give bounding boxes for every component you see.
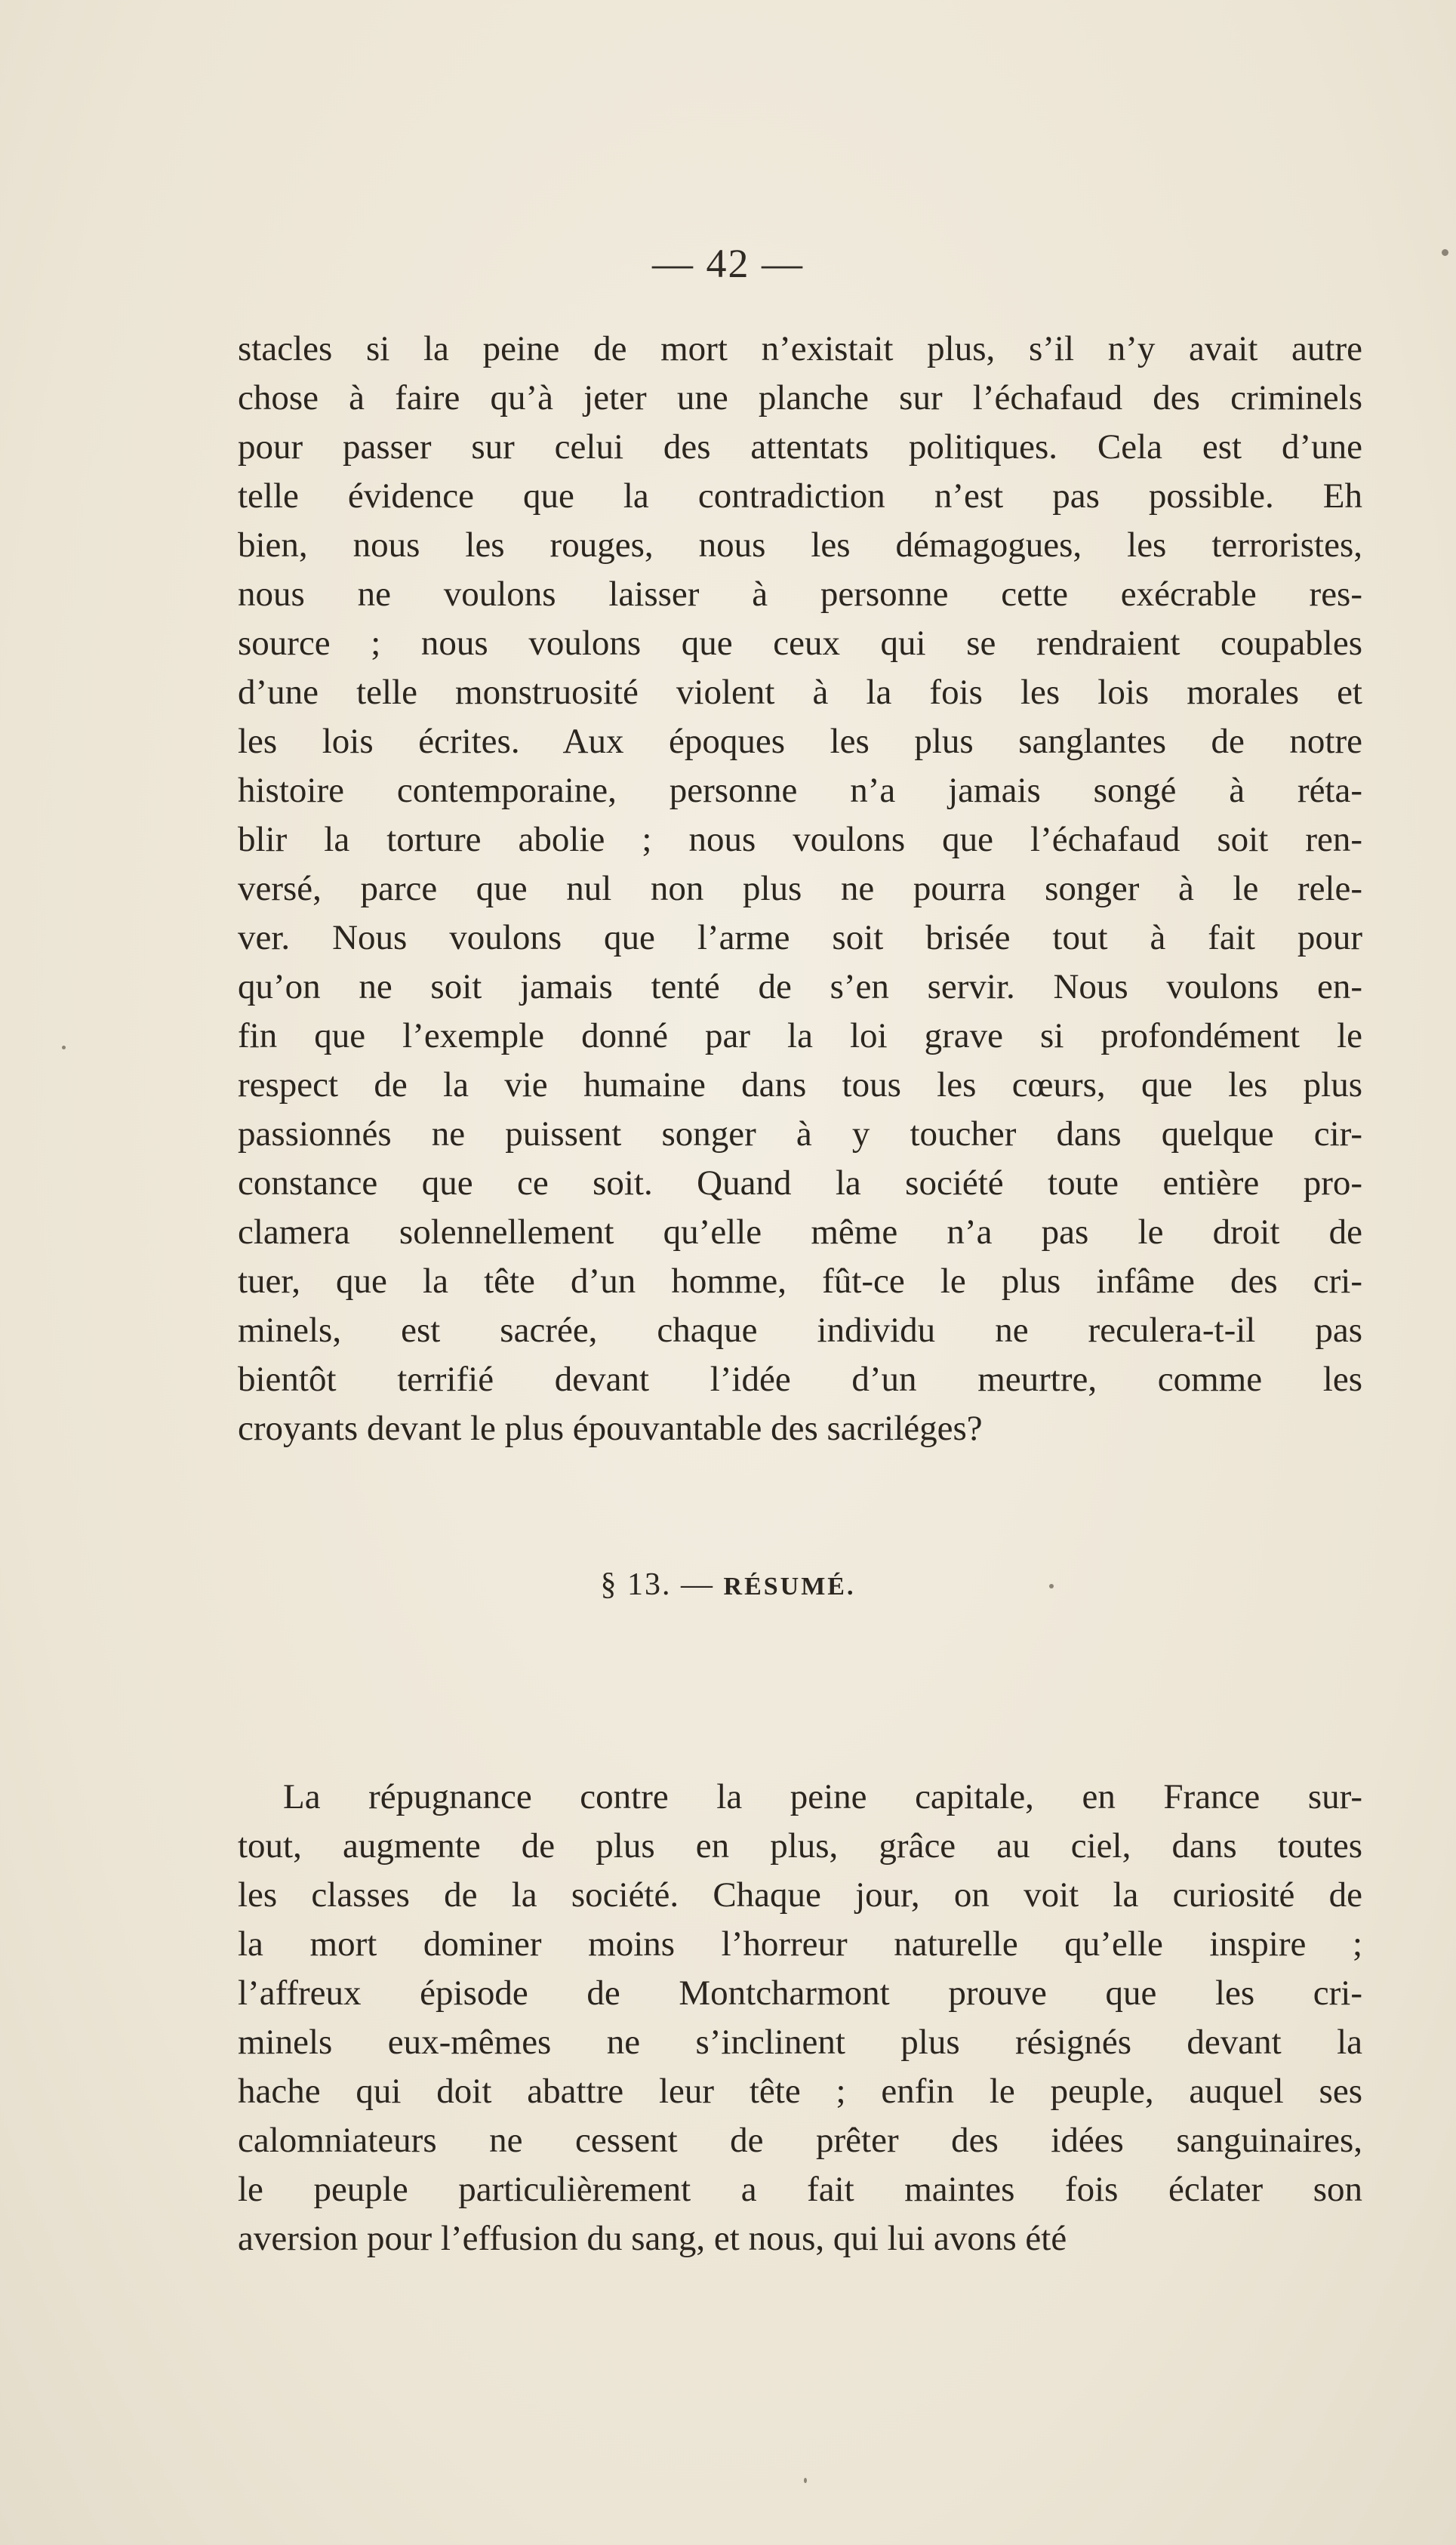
text-line: tuer, que la tête d’un homme, fût-ce le plus infâme des cri- [238, 1262, 1362, 1301]
text-line: aversion pour l’effusion du sang, et nous, qui lui avons été [238, 2219, 1067, 2258]
text-line: histoire contemporaine, personne n’a jamais songé à réta- [238, 771, 1362, 810]
text-line: respect de la vie humaine dans tous les cœurs, que les plus [238, 1065, 1362, 1105]
text-line: bientôt terrifié devant l’idée d’un meurtre, comme les [238, 1360, 1362, 1399]
section-heading [0, 1567, 1456, 1603]
section-number: § 13. — [600, 1567, 715, 1602]
paper-speck [62, 1046, 66, 1049]
text-line: calomniateurs ne cessent de prêter des idées sanguinaires, [238, 2121, 1362, 2160]
text-line: hache qui doit abattre leur tête ; enfin le peuple, auquel ses [238, 2072, 1362, 2111]
text-line: bien, nous les rouges, nous les démagogues, les terroristes, [238, 525, 1362, 565]
page-number: — 42 — [652, 241, 804, 286]
text-line: pour passer sur celui des attentats politiques. Cela est d’une [238, 427, 1362, 467]
text-line: constance que ce soit. Quand la société toute entière pro- [238, 1163, 1362, 1203]
text-line: les classes de la société. Chaque jour, on voit la curiosité de [238, 1875, 1362, 1915]
text-line: minels, est sacrée, chaque individu ne reculera-t-il pas [238, 1311, 1362, 1350]
text-line: minels eux-mêmes ne s’inclinent plus résignés devant la [238, 2023, 1362, 2062]
text-line: croyants devant le plus épouvantable des sacriléges? [238, 1409, 983, 1448]
text-line: clamera solennellement qu’elle même n’a pas le droit de [238, 1212, 1362, 1252]
text-line: l’affreux épisode de Montcharmont prouve que les cri- [238, 1973, 1362, 2013]
text-line: passionnés ne puissent songer à y toucher dans quelque cir- [238, 1114, 1362, 1154]
text-line: d’une telle monstruosité violent à la fois les lois morales et [238, 673, 1362, 712]
text-line: blir la torture abolie ; nous voulons que l’échafaud soit ren- [238, 820, 1362, 859]
text-line: tout, augmente de plus en plus, grâce au ciel, dans toutes [238, 1826, 1362, 1866]
text-line: le peuple particulièrement a fait maintes fois éclater son [238, 2170, 1362, 2209]
text-line: chose à faire qu’à jeter une planche sur l’échafaud des criminels [238, 378, 1362, 417]
paragraph-continued [238, 325, 1362, 1453]
text-line: fin que l’exemple donné par la loi grave si profondément le [238, 1016, 1362, 1055]
text-line: stacles si la peine de mort n’existait plus, s’il n’y avait autre [238, 329, 1362, 368]
text-line: versé, parce que nul non plus ne pourra songer à le rele- [238, 869, 1362, 908]
paper-speck [804, 2478, 807, 2483]
paper-speck [1049, 1584, 1054, 1588]
text-line: La répugnance contre la peine capitale, en France sur- [283, 1777, 1362, 1816]
section-title: RÉSUMÉ. [723, 1573, 856, 1601]
text-line: qu’on ne soit jamais tenté de s’en servir. Nous voulons en- [238, 967, 1362, 1006]
text-line: ver. Nous voulons que l’arme soit brisée tout à fait pour [238, 918, 1362, 957]
paragraph-resume [238, 1773, 1362, 2263]
text-line: source ; nous voulons que ceux qui se rendraient coupables [238, 624, 1362, 663]
text-line: nous ne voulons laisser à personne cette exécrable res- [238, 575, 1362, 614]
text-line: telle évidence que la contradiction n’est pas possible. Eh [238, 476, 1362, 516]
paper-speck [1442, 249, 1448, 256]
text-line: les lois écrites. Aux époques les plus sanglantes de notre [238, 722, 1362, 761]
text-line: la mort dominer moins l’horreur naturelle qu’elle inspire ; [238, 1924, 1362, 1964]
